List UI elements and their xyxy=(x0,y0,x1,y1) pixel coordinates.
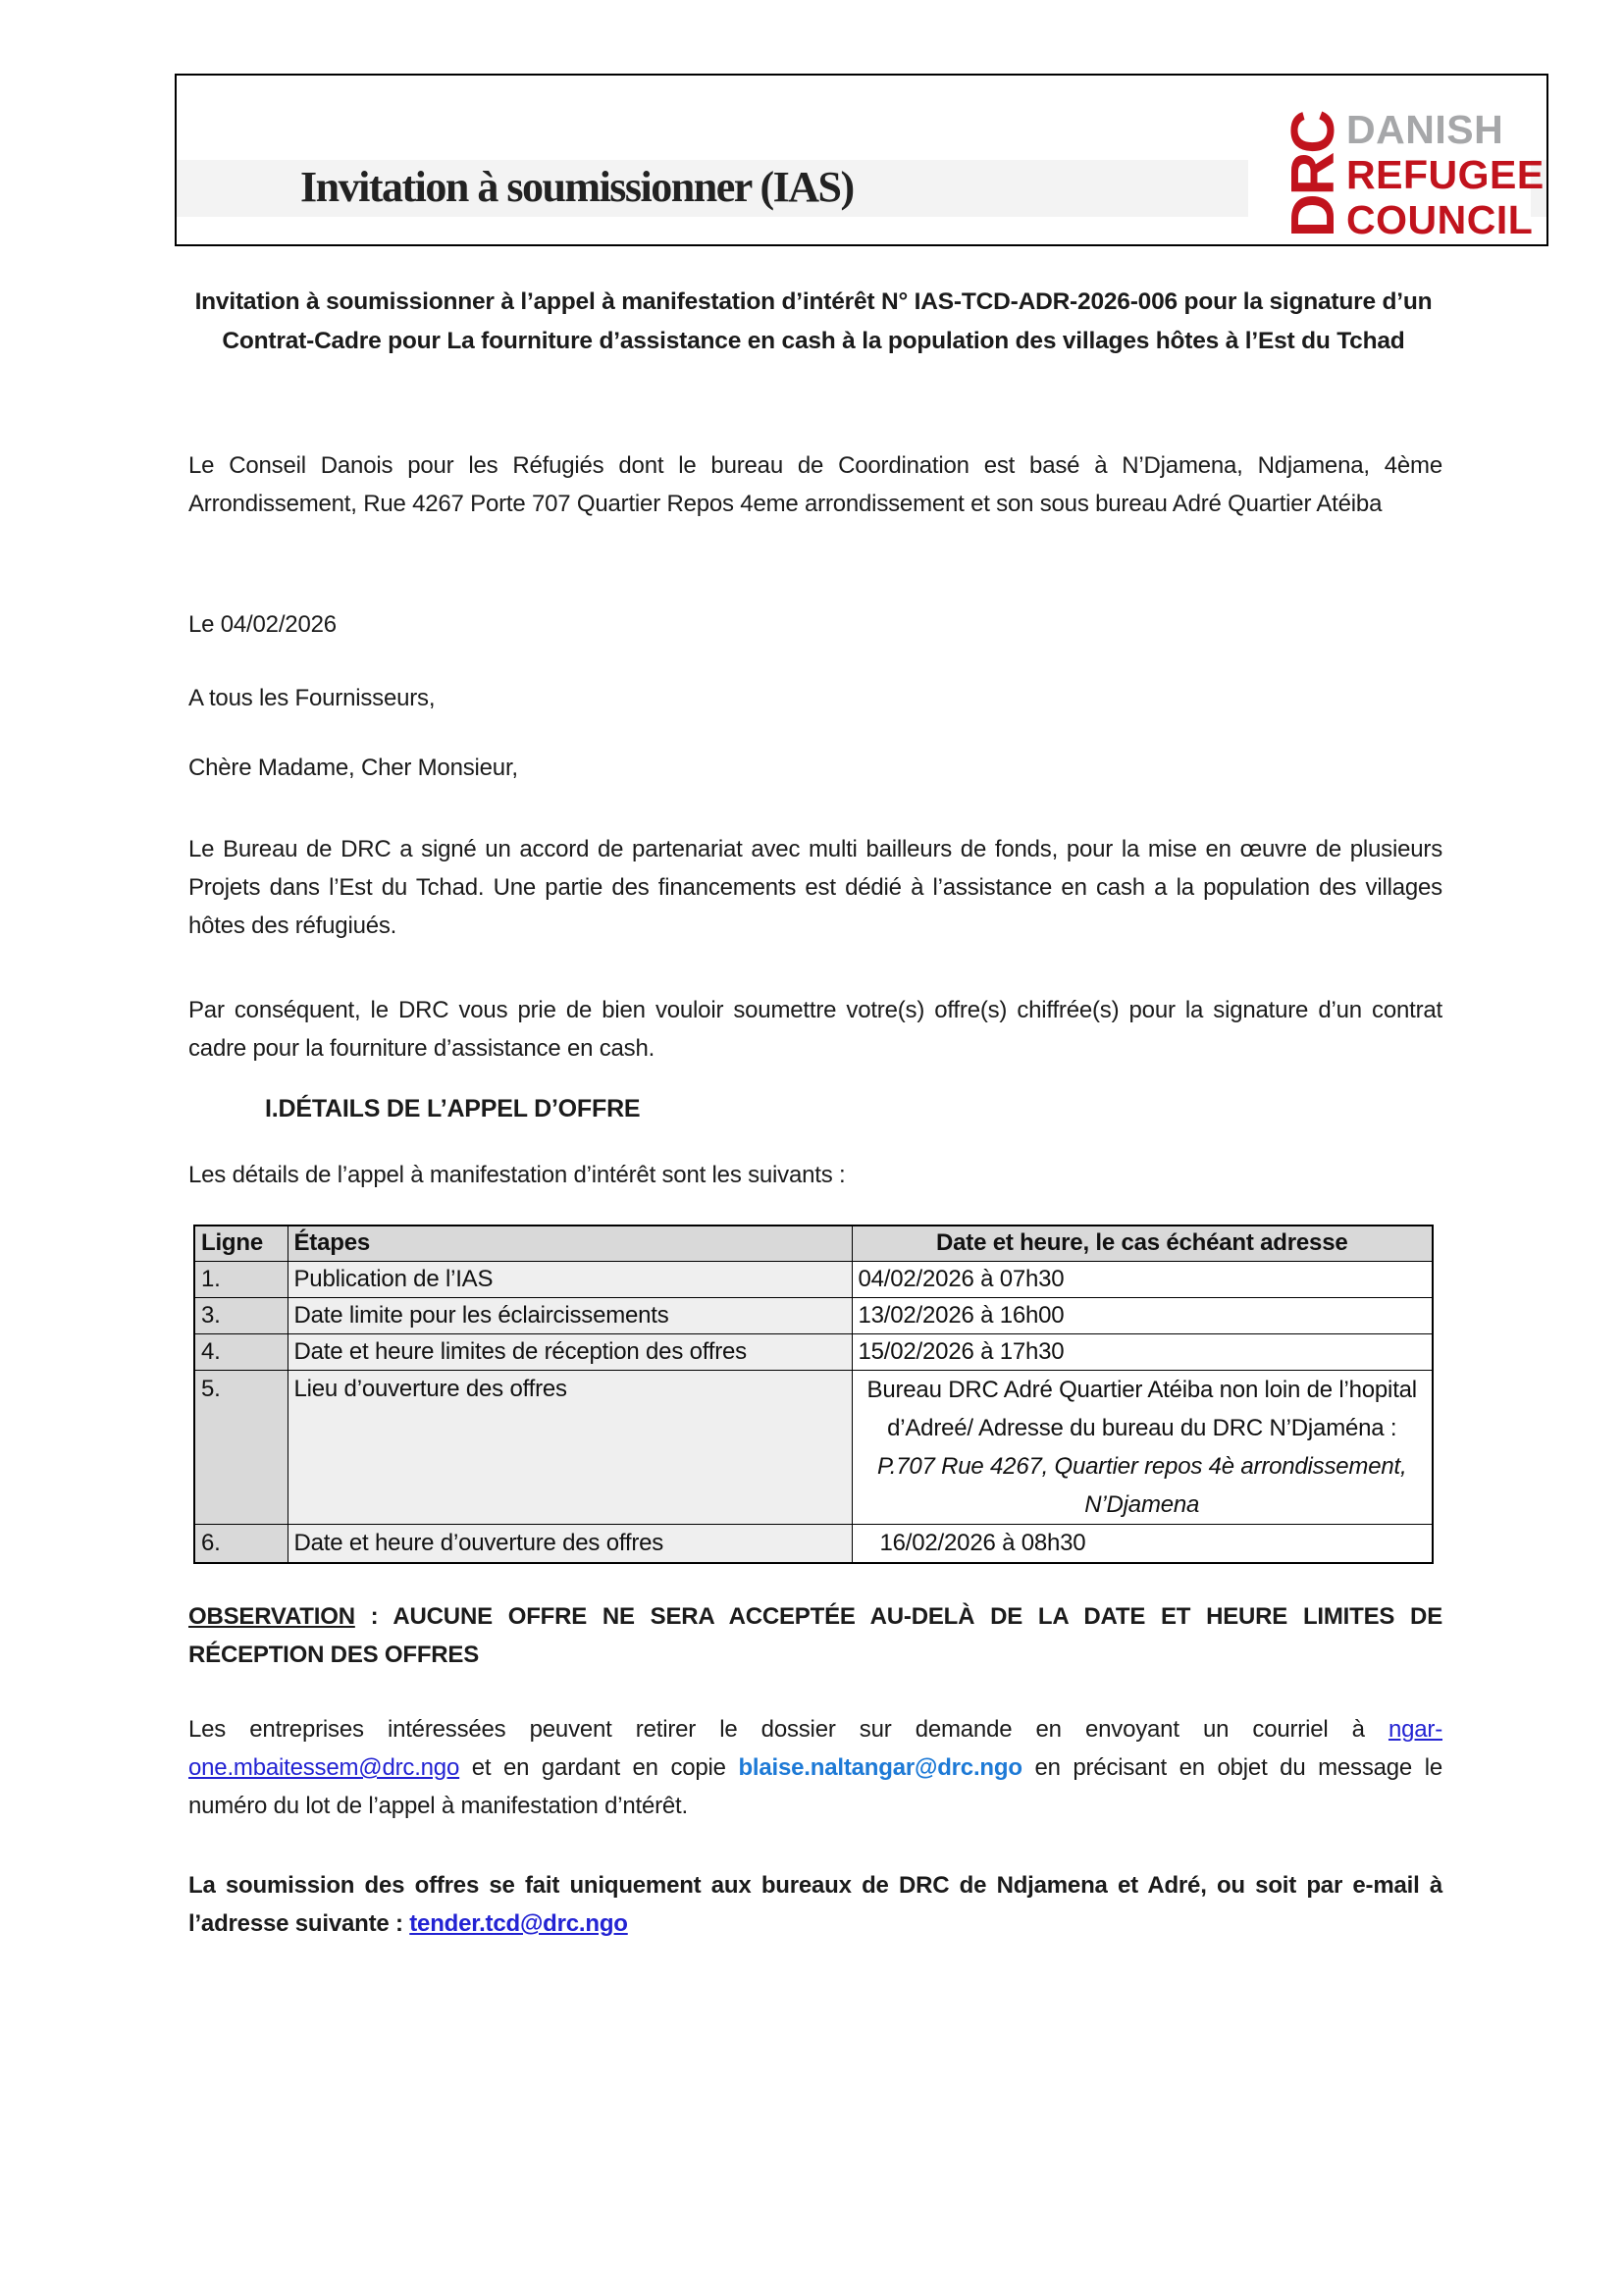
cell-date xyxy=(852,1370,1433,1524)
table-header-row xyxy=(194,1226,1433,1261)
cell-ligne: 5. xyxy=(194,1370,288,1524)
drc-logo xyxy=(1248,107,1545,244)
column-header-ligne: Ligne xyxy=(194,1226,288,1261)
body-paragraph-2: Par conséquent, le DRC vous prie de bien vouloir soumettre votre(s) offre(s) chiffrée(s) pour la signature d’un contrat cadre pour la fourniture d’assistance en cash. xyxy=(188,997,1442,1062)
salutation-suppliers: A tous les Fournisseurs, xyxy=(188,685,436,711)
retrait-text-3: en précisant en objet du message le numéro du lot de l’appel à manifestation d’ntérêt. xyxy=(188,1754,1442,1819)
table-row xyxy=(194,1333,1433,1370)
email-blaise: blaise.naltangar@drc.ngo xyxy=(738,1754,1022,1781)
retrait-paragraph xyxy=(188,1710,1442,1825)
cell-etape: Lieu d’ouverture des offres xyxy=(288,1370,852,1524)
drc-logo-acronym: DRC xyxy=(1280,111,1347,238)
email-link-tender[interactable]: tender.tcd@drc.ngo xyxy=(409,1910,628,1937)
drc-logo-word-refugee: REFUGEE xyxy=(1346,152,1545,197)
table-row xyxy=(194,1261,1433,1297)
column-header-date: Date et heure, le cas échéant adresse xyxy=(852,1226,1433,1261)
soumission-paragraph xyxy=(188,1866,1442,1943)
drc-logo-word-danish: DANISH xyxy=(1346,107,1504,152)
cell-ligne: 6. xyxy=(194,1524,288,1563)
page-title: Invitation à soumissionner (IAS) xyxy=(300,163,854,211)
retrait-text-2: et en gardant en copie xyxy=(459,1754,739,1781)
cell-ligne: 3. xyxy=(194,1297,288,1333)
table-row xyxy=(194,1370,1433,1524)
subject-heading: Invitation à soumissionner à l’appel à manifestation d’intérêt N° IAS-TCD-ADR-2026-006 pour la signature d’un Contrat-Cadre pour La fourniture d’assistance en cash à la population des villages hôtes à l’Est du Tchad xyxy=(194,288,1433,354)
address-normal: Bureau DRC Adré Quartier Atéiba non loin de l’hopital d’Adreé/ Adresse du bureau du DRC N’Djaména : xyxy=(866,1376,1417,1441)
observation-paragraph xyxy=(188,1597,1442,1674)
cell-ligne: 4. xyxy=(194,1333,288,1370)
cell-date: 16/02/2026 à 08h30 xyxy=(852,1524,1433,1563)
drc-logo-words xyxy=(1346,107,1545,242)
date-line: Le 04/02/2026 xyxy=(188,611,337,638)
cell-date: 15/02/2026 à 17h30 xyxy=(852,1333,1433,1370)
observation-text: : AUCUNE OFFRE NE SERA ACCEPTÉE AU-DELÀ DE LA DATE ET HEURE LIMITES DE RÉCEPTION DES OFFRES xyxy=(188,1603,1442,1668)
table-intro: Les détails de l’appel à manifestation d’intérêt sont les suivants : xyxy=(188,1162,846,1188)
document-header xyxy=(175,74,1548,246)
cell-date: 04/02/2026 à 07h30 xyxy=(852,1261,1433,1297)
table-row xyxy=(194,1524,1433,1563)
cell-etape: Date et heure d’ouverture des offres xyxy=(288,1524,852,1563)
table-row xyxy=(194,1297,1433,1333)
cell-etape: Publication de l’IAS xyxy=(288,1261,852,1297)
retrait-text-1: Les entreprises intéressées peuvent retirer le dossier sur demande en envoyant un courriel à xyxy=(188,1716,1388,1743)
cell-etape: Date limite pour les éclaircissements xyxy=(288,1297,852,1333)
cell-ligne: 1. xyxy=(194,1261,288,1297)
intro-paragraph: Le Conseil Danois pour les Réfugiés dont le bureau de Coordination est basé à N’Djamena, Ndjamena, 4ème Arrondissement, Rue 4267 Porte 707 Quartier Repos 4eme arrondissement et son sous bureau Adré Quartier Atéiba xyxy=(188,452,1442,517)
drc-logo-word-council: COUNCIL xyxy=(1346,197,1534,242)
cell-date: 13/02/2026 à 16h00 xyxy=(852,1297,1433,1333)
details-table xyxy=(193,1225,1434,1564)
address-italic: P.707 Rue 4267, Quartier repos 4è arrondissement, N’Djamena xyxy=(877,1452,1407,1518)
column-header-etapes: Étapes xyxy=(288,1226,852,1261)
observation-label: OBSERVATION xyxy=(188,1603,355,1630)
salutation-dear: Chère Madame, Cher Monsieur, xyxy=(188,755,518,781)
cell-etape: Date et heure limites de réception des offres xyxy=(288,1333,852,1370)
email-link-ngarone[interactable]: ngar-one.mbaitessem@drc.ngo xyxy=(188,1716,1442,1781)
soumission-text: La soumission des offres se fait uniquement aux bureaux de DRC de Ndjamena et Adré, ou soit par e-mail à l’adresse suivante : xyxy=(188,1872,1442,1937)
section-heading: I.DÉTAILS DE L’APPEL D’OFFRE xyxy=(265,1095,641,1122)
body-paragraph-1: Le Bureau de DRC a signé un accord de partenariat avec multi bailleurs de fonds, pour la mise en œuvre de plusieurs Projets dans l’Est du Tchad. Une partie des financements est dédié à l’assistance en cash a la population des villages hôtes des réfugiués. xyxy=(188,836,1442,939)
